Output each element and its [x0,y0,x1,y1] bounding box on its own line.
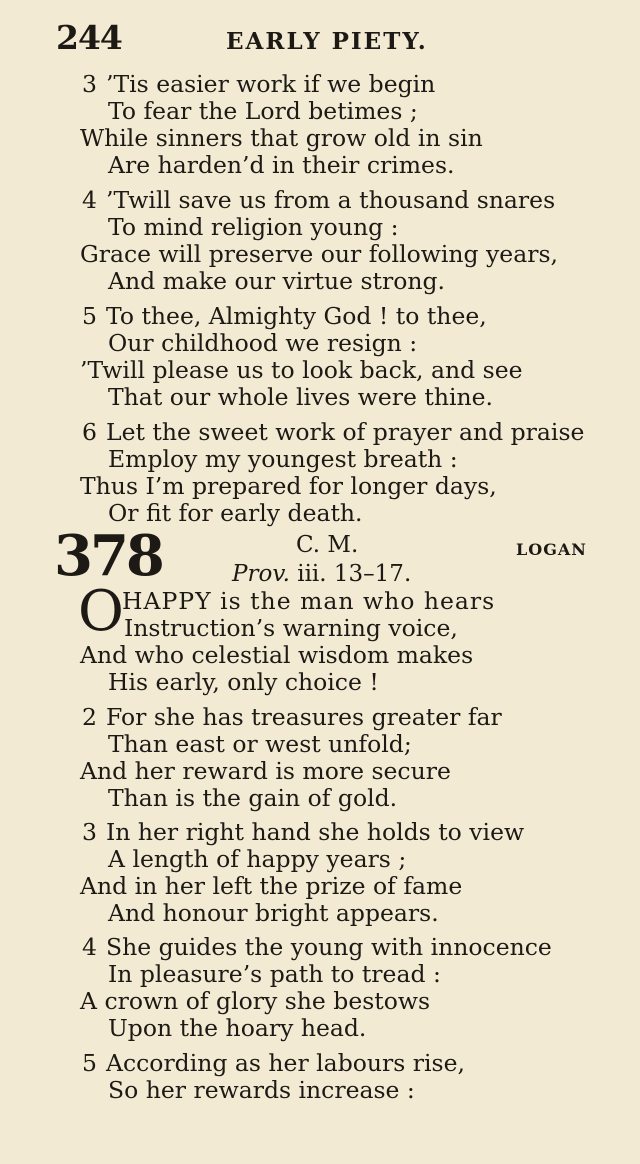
verse-number: 3 [82,70,97,98]
running-title: EARLY PIETY. [226,28,428,55]
verse-number: 2 [82,703,97,731]
verse-line: And make our virtue strong. [108,267,446,295]
verse-line: In her right hand she holds to view [106,818,525,846]
verse-line: Our childhood we resign : [108,329,418,357]
verse-line: For she has treasures greater far [106,703,502,731]
verse-line: And who celestial wisdom makes [80,641,474,669]
verse-line: His early, only choice ! [108,668,379,696]
reference-book: Prov. [232,561,290,587]
page-header [56,18,616,58]
drop-cap: O [78,579,124,644]
tune-name: LOGAN [516,540,587,559]
verse-number: 3 [82,818,97,846]
verse-line: That our whole lives were thine. [108,383,493,411]
verse-line: ’Twill please us to look back, and see [80,356,523,384]
verse-line: Or fit for early death. [108,499,363,527]
verse-line: And her reward is more secure [80,757,451,785]
hymn-meter: C. M. [296,532,359,558]
verse-line: To mind religion young : [108,213,399,241]
verse-line: HAPPY is the man who hears [122,587,496,615]
verse-number: 5 [82,302,97,330]
verse-line: A crown of glory she bestows [80,987,431,1015]
verse-line: Instruction’s warning voice, [124,614,458,642]
verse-line: Employ my youngest breath : [108,445,458,473]
hymn-number: 378 [54,523,162,589]
verse-line: ’Twill save us from a thousand snares [106,186,556,214]
verse-line: Let the sweet work of prayer and praise [106,418,585,446]
verse-line: And honour bright appears. [108,899,439,927]
verse-line: To thee, Almighty God ! to thee, [106,302,487,330]
verse-line: ’Tis easier work if we begin [106,70,436,98]
verse-line: To fear the Lord betimes ; [108,97,418,125]
verse-line: Than is the gain of gold. [108,784,398,812]
scripture-reference [232,561,411,587]
verse-line: She guides the young with innocence [106,933,552,961]
verse-line: According as her labours rise, [106,1049,465,1077]
verse-line: So her rewards increase : [108,1076,415,1104]
verse-line: And in her left the prize of fame [80,872,463,900]
verse-number: 6 [82,418,97,446]
verse-line: Than east or west unfold; [108,730,412,758]
verse-line: Thus I’m prepared for longer days, [80,472,497,500]
verse-line: While sinners that grow old in sin [80,124,483,152]
verse-number: 5 [82,1049,97,1077]
verse-number: 4 [82,933,97,961]
verse-line: Upon the hoary head. [108,1014,367,1042]
verse-line: Are harden’d in their crimes. [108,151,455,179]
reference-chapter-verse: iii. 13–17. [289,561,412,587]
verse-line: In pleasure’s path to tread : [108,960,441,988]
verse-number: 4 [82,186,97,214]
verse-line: A length of happy years ; [108,845,407,873]
page-number: 244 [56,18,122,57]
verse-line: Grace will preserve our following years, [80,240,558,268]
